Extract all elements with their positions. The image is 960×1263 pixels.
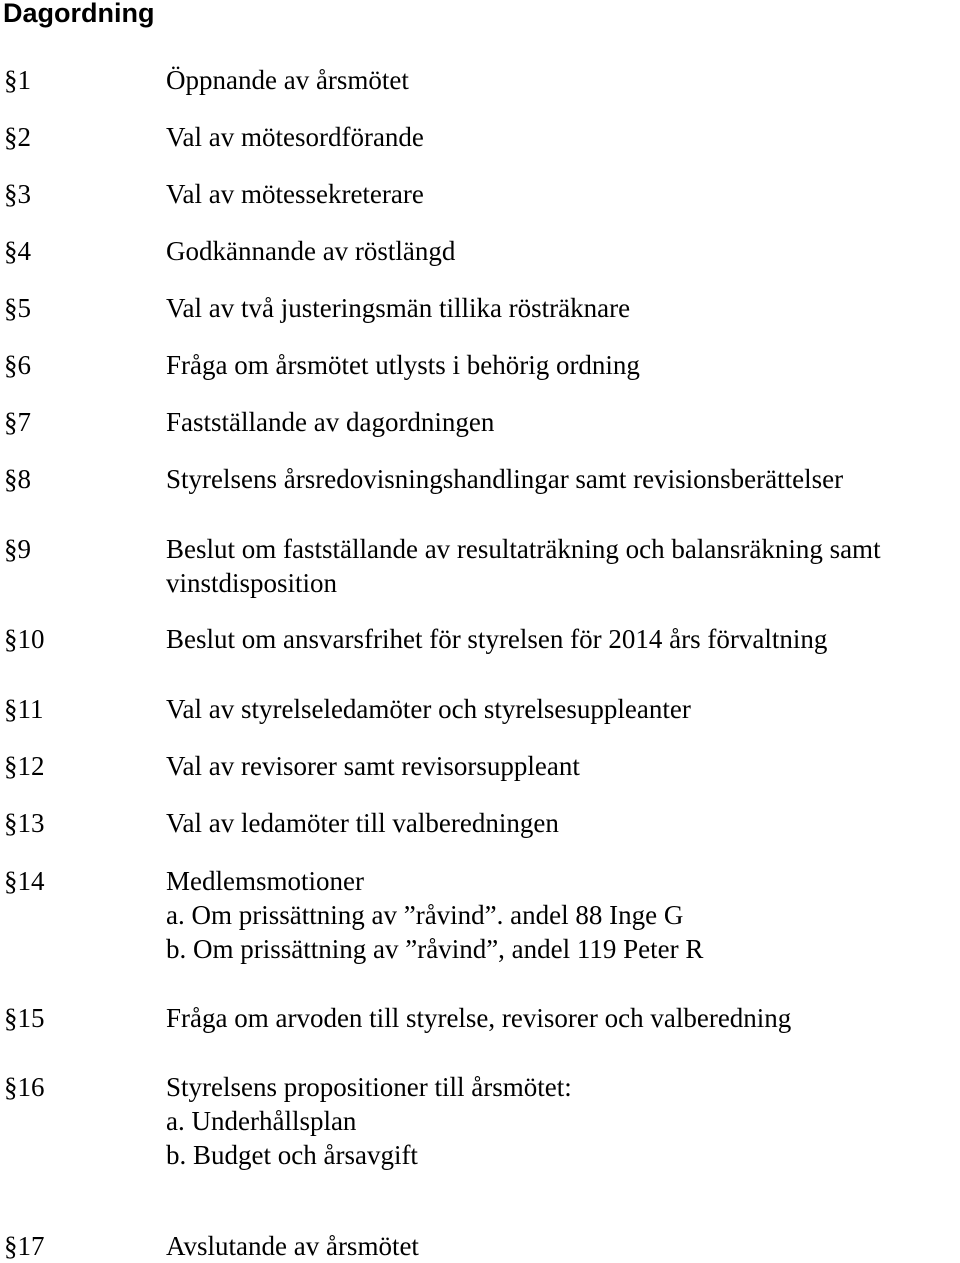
section-number: §16 — [4, 1072, 45, 1102]
agenda-item-text — [166, 1070, 958, 1172]
section-number: §8 — [4, 464, 31, 494]
agenda-item-text — [166, 692, 958, 726]
agenda-item-line: Styrelsens propositioner till årsmötet: — [166, 1072, 572, 1102]
agenda-item-line: Fastställande av dagordningen — [166, 407, 495, 437]
section-number: §9 — [4, 534, 31, 564]
section-number: §15 — [4, 1003, 45, 1033]
agenda-item-line: Medlemsmotioner — [166, 866, 364, 896]
agenda-item-line: Styrelsens årsredovisningshandlingar samt revisionsberättelser — [166, 464, 844, 494]
section-number: §17 — [4, 1231, 45, 1261]
agenda-item-text — [166, 749, 958, 783]
section-number: §6 — [4, 350, 31, 380]
agenda-item-subline: a. Underhållsplan — [166, 1106, 357, 1136]
section-number: §12 — [4, 751, 45, 781]
agenda-item-line: Val av mötessekreterare — [166, 179, 424, 209]
section-number: §1 — [4, 65, 31, 95]
agenda-item-text — [166, 806, 958, 840]
page-title: Dagordning — [3, 0, 155, 28]
agenda-item-text — [166, 405, 958, 439]
agenda-item-text — [166, 63, 958, 97]
agenda-item-text — [166, 622, 958, 656]
agenda-item-text — [166, 120, 958, 154]
agenda-item-line: Val av styrelseledamöter och styrelsesuppleanter — [166, 694, 691, 724]
agenda-item-line: Avslutande av årsmötet — [166, 1231, 419, 1261]
agenda-item-line: Fråga om årsmötet utlysts i behörig ordning — [166, 350, 640, 380]
section-number: §2 — [4, 122, 31, 152]
agenda-item-text — [166, 532, 958, 600]
section-number: §13 — [4, 808, 45, 838]
section-number: §3 — [4, 179, 31, 209]
agenda-item-text — [166, 1229, 958, 1263]
agenda-item-text — [166, 1001, 958, 1035]
agenda-item-line: Val av ledamöter till valberedningen — [166, 808, 559, 838]
agenda-item-line: Val av revisorer samt revisorsuppleant — [166, 751, 580, 781]
section-number: §7 — [4, 407, 31, 437]
agenda-item-subline: b. Budget och årsavgift — [166, 1140, 418, 1170]
agenda-item-line: Beslut om fastställande av resultaträkning och balansräkning samt — [166, 534, 881, 564]
agenda-item-text — [166, 462, 958, 496]
agenda-item-line: vinstdisposition — [166, 568, 338, 598]
agenda-item-line: Öppnande av årsmötet — [166, 65, 409, 95]
agenda-item-text — [166, 234, 958, 268]
agenda-item-text — [166, 348, 958, 382]
agenda-item-line: Beslut om ansvarsfrihet för styrelsen för 2014 års förvaltning — [166, 624, 828, 654]
section-number: §5 — [4, 293, 31, 323]
section-number: §4 — [4, 236, 31, 266]
agenda-item-text — [166, 291, 958, 325]
agenda-item-subline: b. Om prissättning av ”råvind”, andel 119 Peter R — [166, 934, 704, 964]
agenda-item-line: Val av mötesordförande — [166, 122, 424, 152]
agenda-item-text — [166, 864, 958, 966]
section-number: §10 — [4, 624, 45, 654]
agenda-item-subline: a. Om prissättning av ”råvind”. andel 88 Inge G — [166, 900, 684, 930]
agenda-item-line: Val av två justeringsmän tillika rösträknare — [166, 293, 631, 323]
agenda-item-text — [166, 177, 958, 211]
agenda-item-line: Fråga om arvoden till styrelse, revisorer och valberedning — [166, 1003, 792, 1033]
section-number: §11 — [4, 694, 44, 724]
agenda-item-line: Godkännande av röstlängd — [166, 236, 456, 266]
section-number: §14 — [4, 866, 45, 896]
